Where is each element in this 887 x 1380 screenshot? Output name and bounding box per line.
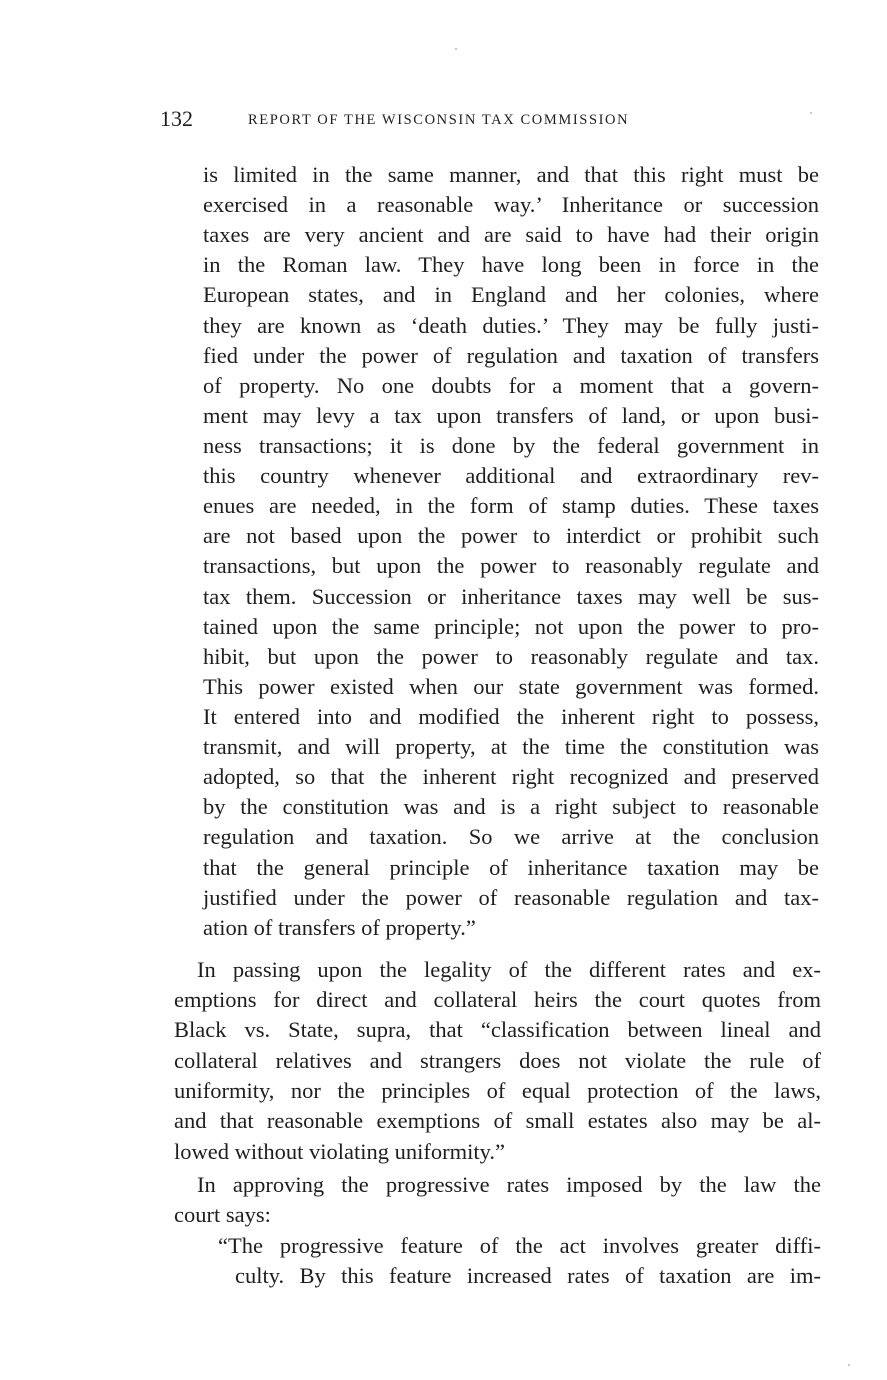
text-line: ment may levy a tax upon transfers of land, or upon busi- [203, 403, 819, 428]
page-header [160, 104, 840, 134]
text-line: In passing upon the legality of the different rates and ex- [197, 957, 821, 982]
text-line: hibit, but upon the power to reasonably regulate and tax. [203, 644, 819, 669]
text-line: This power existed when our state government was formed. [203, 674, 819, 699]
scan-speck [848, 1364, 850, 1366]
text-line: “The progressive feature of the act involves greater diffi- [218, 1233, 821, 1258]
text-line: uniformity, nor the principles of equal protection of the laws, [174, 1078, 821, 1103]
text-line: ation of transfers of property.” [203, 915, 476, 940]
text-line: transmit, and will property, at the time the constitution was [203, 734, 819, 759]
text-line: by the constitution was and is a right subject to reasonable [203, 794, 819, 819]
text-line: in the Roman law. They have long been in force in the [203, 252, 819, 277]
text-line: lowed without violating uniformity.” [174, 1139, 505, 1164]
text-line: It entered into and modified the inherent right to possess, [203, 704, 819, 729]
scan-speck [455, 48, 457, 50]
text-line: fied under the power of regulation and taxation of transfers [203, 343, 819, 368]
text-line: transactions, but upon the power to reasonably regulate and [203, 553, 819, 578]
text-line: exercised in a reasonable way.’ Inheritance or succession [203, 192, 819, 217]
text-line: European states, and in England and her colonies, where [203, 282, 819, 307]
page-number: 132 [160, 106, 193, 131]
scan-speck [810, 112, 812, 114]
text-line: is limited in the same manner, and that this right must be [203, 162, 819, 187]
text-line: emptions for direct and collateral heirs the court quotes from [174, 987, 821, 1012]
text-line: enues are needed, in the form of stamp duties. These taxes [203, 493, 819, 518]
text-line: justified under the power of reasonable regulation and tax- [203, 885, 819, 910]
text-line: tax them. Succession or inheritance taxes may well be sus- [203, 584, 819, 609]
running-title: REPORT OF THE WISCONSIN TAX COMMISSION [248, 112, 630, 128]
text-line: they are known as ‘death duties.’ They may be fully justi- [203, 313, 819, 338]
text-line: that the general principle of inheritance taxation may be [203, 855, 819, 880]
text-line: adopted, so that the inherent right recognized and preserved [203, 764, 819, 789]
text-line: tained upon the same principle; not upon the power to pro- [203, 614, 819, 639]
text-line: In approving the progressive rates imposed by the law the [197, 1172, 821, 1197]
text-line: of property. No one doubts for a moment that a govern- [203, 373, 819, 398]
text-line: Black vs. State, supra, that “classification between lineal and [174, 1017, 821, 1042]
text-line: ness transactions; it is done by the federal government in [203, 433, 819, 458]
text-line: court says: [174, 1202, 271, 1227]
text-line: collateral relatives and strangers does not violate the rule of [174, 1048, 821, 1073]
text-line: culty. By this feature increased rates of taxation are im- [235, 1263, 821, 1288]
text-line: are not based upon the power to interdict or prohibit such [203, 523, 819, 548]
text-line: taxes are very ancient and are said to have had their origin [203, 222, 819, 247]
text-line: regulation and taxation. So we arrive at the conclusion [203, 824, 819, 849]
text-line: and that reasonable exemptions of small estates also may be al- [174, 1108, 821, 1133]
text-line: this country whenever additional and extraordinary rev- [203, 463, 819, 488]
